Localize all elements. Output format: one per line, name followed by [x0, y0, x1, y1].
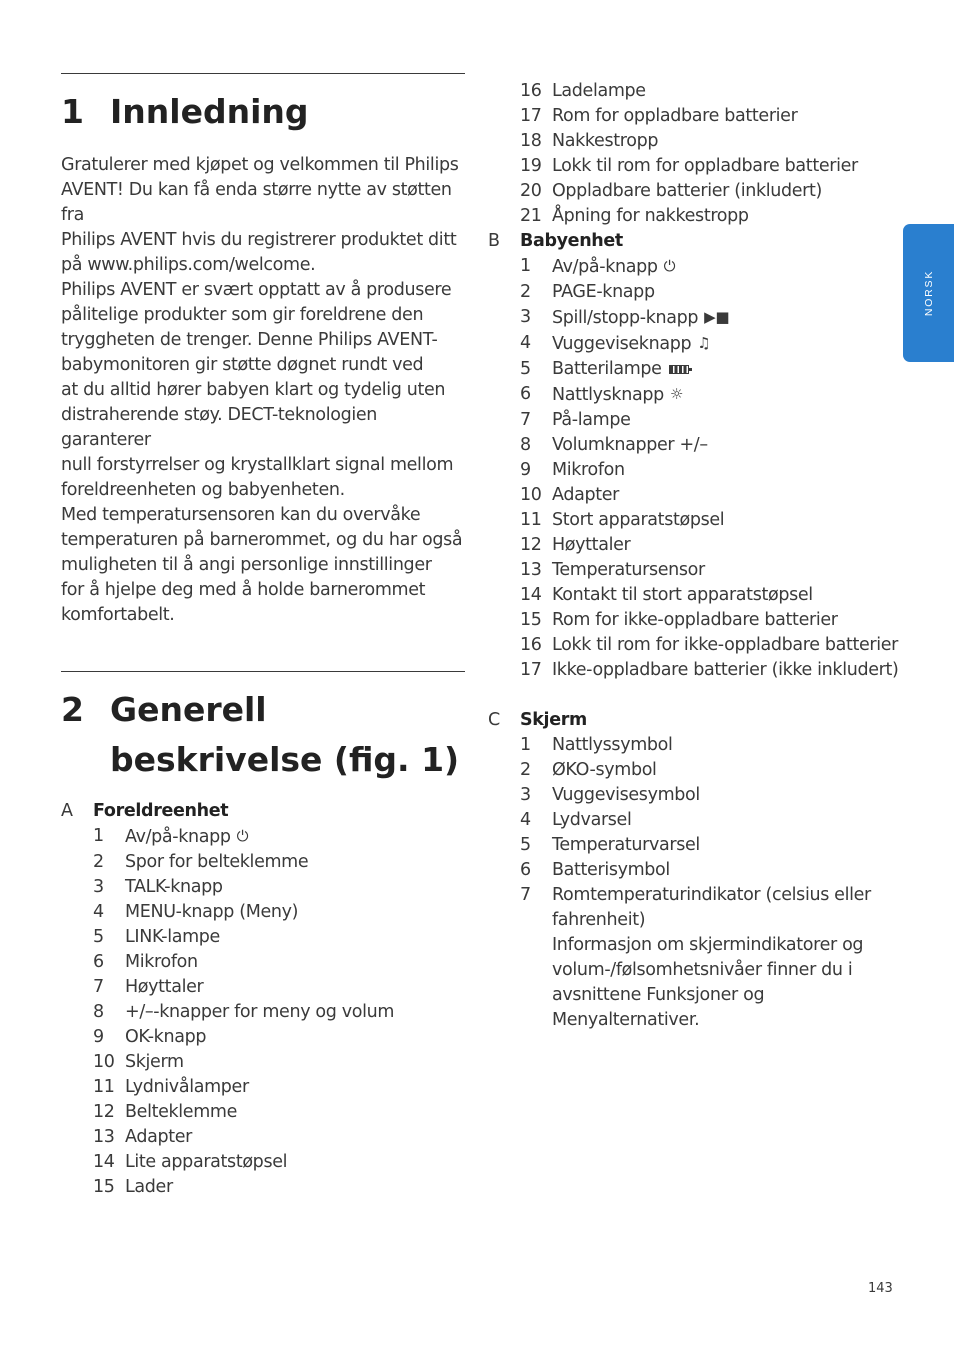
item-text-wrap	[552, 858, 908, 883]
item-number: 13	[93, 1127, 115, 1147]
item-label: Nakkestropp	[552, 131, 659, 151]
group-c	[488, 708, 908, 1033]
item-number: 5	[520, 359, 531, 379]
list-item	[61, 900, 465, 925]
list-item-continuation	[488, 983, 908, 1033]
item-number: 7	[93, 977, 104, 997]
list-item	[488, 583, 908, 608]
list-item	[488, 382, 908, 408]
item-number: 8	[520, 435, 531, 455]
item-text-wrap	[552, 733, 908, 758]
item-text-wrap	[552, 483, 908, 508]
power-icon: ⏻	[663, 257, 676, 275]
paragraph-line: på www.philips.com/welcome.	[61, 255, 316, 275]
list-item	[488, 808, 908, 833]
item-number: 3	[520, 785, 531, 805]
item-text-wrap	[552, 533, 908, 558]
list-item	[61, 1175, 465, 1200]
item-label: Høyttaler	[125, 977, 204, 997]
item-label: Skjerm	[125, 1052, 184, 1072]
item-number: 9	[93, 1027, 104, 1047]
list-item	[488, 305, 908, 331]
item-label: +/–-knapper for meny og volum	[125, 1002, 395, 1022]
list-item	[61, 1150, 465, 1175]
item-text-wrap	[552, 204, 908, 229]
item-label: Romtemperaturindikator (celsius eller	[552, 885, 871, 905]
item-label: Høyttaler	[552, 535, 631, 555]
list-item	[488, 833, 908, 858]
item-text-wrap	[552, 382, 908, 408]
list-item-continuation	[488, 958, 908, 983]
item-number: 4	[520, 333, 531, 353]
power-icon: ⏻	[236, 827, 249, 845]
section-2-rule	[61, 671, 465, 672]
item-label: Batterisymbol	[552, 860, 670, 880]
list-item	[488, 357, 908, 382]
paragraph-line: Philips AVENT er svært opptatt av å produsere	[61, 280, 452, 300]
item-number: 16	[520, 635, 542, 655]
item-text-wrap	[552, 254, 908, 280]
paragraph-line: tryggheten de trenger. Denne Philips AVENT-	[61, 330, 438, 350]
item-label: Belteklemme	[125, 1102, 238, 1122]
item-number: 6	[520, 384, 531, 404]
language-tab-label: NORSK	[922, 269, 935, 317]
item-number: 14	[93, 1152, 115, 1172]
item-text-wrap	[552, 154, 908, 179]
item-label: På-lampe	[552, 410, 631, 430]
item-text-wrap	[125, 1075, 465, 1100]
item-label: Lokk til rom for oppladbare batterier	[552, 156, 858, 176]
list-item	[61, 925, 465, 950]
paragraph-line: komfortabelt.	[61, 605, 175, 625]
item-text-wrap	[552, 331, 908, 357]
item-text-wrap	[552, 79, 908, 104]
play-stop-icon: ▶■	[704, 308, 730, 326]
item-number: 7	[520, 885, 531, 905]
item-number: 4	[93, 902, 104, 922]
item-label: Temperaturvarsel	[552, 835, 700, 855]
language-tab	[903, 224, 954, 362]
item-text-wrap	[552, 357, 908, 382]
item-number: 20	[520, 181, 542, 201]
item-text: Informasjon om skjermindikatorer og	[552, 935, 864, 955]
item-label: Lokk til rom for ikke-oppladbare batterier	[552, 635, 899, 655]
group-b-header	[488, 229, 908, 254]
item-number: 4	[520, 810, 531, 830]
item-label: Lite apparatstøpsel	[125, 1152, 288, 1172]
item-number: 12	[520, 535, 542, 555]
list-item	[488, 408, 908, 433]
item-number-spacer	[488, 983, 552, 1033]
item-label: Nattlyssymbol	[552, 735, 673, 755]
section-2-title-line-2: beskrivelse (fig. 1)	[110, 740, 460, 779]
item-label: Spill/stopp-knapp	[552, 308, 699, 328]
item-text-wrap	[125, 1050, 465, 1075]
item-number: 1	[520, 256, 531, 276]
section-1-title: Innledning	[110, 92, 309, 131]
list-item	[488, 658, 908, 683]
item-label: Vuggeviseknapp	[552, 334, 692, 354]
group-b	[488, 229, 908, 683]
item-text-wrap	[552, 280, 908, 305]
item-label: Ikke-oppladbare batterier (ikke inkludert)	[552, 660, 899, 680]
item-text-wrap	[125, 925, 465, 950]
section-2-heading	[61, 685, 465, 785]
list-item	[61, 1125, 465, 1150]
group-c-header	[488, 708, 908, 733]
list-item-continuation	[488, 933, 908, 958]
item-number: 10	[520, 485, 542, 505]
item-number: 11	[93, 1077, 115, 1097]
item-text-wrap	[125, 1125, 465, 1150]
paragraph-line: Med temperatursensoren kan du overvåke	[61, 505, 421, 525]
item-text-wrap	[552, 129, 908, 154]
list-item	[488, 104, 908, 129]
list-item	[488, 883, 908, 908]
music-note-icon: ♫	[697, 334, 711, 352]
item-label: Kontakt til stort apparatstøpsel	[552, 585, 813, 605]
item-label: Åpning for nakkestropp	[552, 206, 749, 226]
item-number: 11	[520, 510, 542, 530]
item-text-wrap	[125, 1025, 465, 1050]
item-text-wrap	[125, 875, 465, 900]
item-text-wrap	[552, 608, 908, 633]
item-text-wrap	[552, 558, 908, 583]
list-item	[488, 558, 908, 583]
list-item	[488, 608, 908, 633]
paragraph-line: AVENT! Du kan få enda større nytte av støtten fra	[61, 180, 452, 225]
item-text-wrap	[552, 583, 908, 608]
item-text-wrap	[552, 408, 908, 433]
item-label: Lydvarsel	[552, 810, 632, 830]
item-number: 2	[93, 852, 104, 872]
item-label: Rom for oppladbare batterier	[552, 106, 798, 126]
group-c-letter: C	[488, 710, 500, 730]
item-text-wrap	[552, 883, 908, 908]
item-label: Oppladbare batterier (inkludert)	[552, 181, 822, 201]
item-number: 7	[520, 410, 531, 430]
paragraph-line: null forstyrrelser og krystallklart signal mellom	[61, 455, 454, 475]
list-item	[61, 1050, 465, 1075]
item-text-wrap	[552, 104, 908, 129]
paragraph-line: babymonitoren gir støtte døgnet rundt ved	[61, 355, 424, 375]
item-label: Nattlysknapp	[552, 385, 664, 405]
item-number: 16	[520, 81, 542, 101]
item-text-wrap	[125, 850, 465, 875]
item-label: PAGE-knapp	[552, 282, 655, 302]
item-number: 5	[93, 927, 104, 947]
list-item	[488, 280, 908, 305]
item-text-wrap	[125, 1000, 465, 1025]
item-number: 1	[93, 826, 104, 846]
item-number: 1	[520, 735, 531, 755]
group-c-title: Skjerm	[520, 710, 587, 730]
item-label: Volumknapper +/–	[552, 435, 708, 455]
list-item	[488, 129, 908, 154]
list-item	[488, 204, 908, 229]
right-column	[488, 79, 908, 1033]
item-label: Lydnivålamper	[125, 1077, 249, 1097]
item-number-spacer	[488, 933, 552, 958]
list-item	[488, 331, 908, 357]
item-text-wrap	[552, 758, 908, 783]
list-item	[488, 858, 908, 883]
item-text-wrap	[552, 305, 908, 331]
item-label: Stort apparatstøpsel	[552, 510, 725, 530]
item-label: Adapter	[552, 485, 619, 505]
list-item	[488, 508, 908, 533]
item-text-wrap	[125, 950, 465, 975]
item-text-wrap	[552, 658, 908, 683]
item-number: 2	[520, 760, 531, 780]
paragraph-line: Philips AVENT hvis du registrerer produktet ditt	[61, 230, 457, 250]
section-2-number: 2	[61, 690, 84, 729]
list-item	[61, 875, 465, 900]
list-item	[488, 79, 908, 104]
item-text-wrap	[552, 458, 908, 483]
item-text-wrap	[552, 633, 908, 658]
item-number: 10	[93, 1052, 115, 1072]
paragraph-line: muligheten til å angi personlige innstillinger	[61, 555, 432, 575]
item-number: 18	[520, 131, 542, 151]
item-label: Temperatursensor	[552, 560, 705, 580]
item-label: OK-knapp	[125, 1027, 207, 1047]
left-column	[61, 73, 465, 1200]
item-number: 6	[520, 860, 531, 880]
list-item	[488, 179, 908, 204]
group-a-title: Foreldreenhet	[93, 801, 229, 821]
paragraph-line: for å hjelpe deg med å holde barnerommet	[61, 580, 426, 600]
paragraph-line: Gratulerer med kjøpet og velkommen til Philips	[61, 155, 459, 175]
group-a-header	[61, 799, 465, 824]
group-a-letter: A	[61, 801, 73, 821]
list-item	[61, 824, 465, 850]
paragraph-line: distraherende støy. DECT-teknologien garanterer	[61, 405, 378, 450]
item-number: 5	[520, 835, 531, 855]
list-item-continuation	[488, 908, 908, 933]
item-number: 15	[93, 1177, 115, 1197]
item-label: MENU-knapp (Meny)	[125, 902, 299, 922]
item-label: Mikrofon	[125, 952, 198, 972]
list-item	[61, 950, 465, 975]
item-label: Lader	[125, 1177, 173, 1197]
paragraph-line: pålitelige produkter som gir foreldrene den	[61, 305, 424, 325]
item-text: avsnittene Funksjoner og Menyalternativer.	[552, 985, 765, 1030]
item-text-wrap	[552, 433, 908, 458]
list-item	[488, 783, 908, 808]
item-label: Mikrofon	[552, 460, 625, 480]
item-number: 9	[520, 460, 531, 480]
item-text: fahrenheit)	[552, 910, 646, 930]
item-number-spacer	[488, 908, 552, 933]
item-number: 2	[520, 282, 531, 302]
item-label: Av/på-knapp	[552, 257, 658, 277]
item-number: 21	[520, 206, 542, 226]
list-item	[61, 1100, 465, 1125]
group-b-title: Babyenhet	[520, 231, 623, 251]
item-label: TALK-knapp	[125, 877, 223, 897]
item-text: volum-/følsomhetsnivåer finner du i	[552, 960, 853, 980]
item-label: Ladelampe	[552, 81, 646, 101]
section-1-number: 1	[61, 92, 84, 131]
night-light-icon: ☼	[669, 385, 683, 403]
list-item	[488, 483, 908, 508]
section-1-body	[61, 153, 465, 628]
list-item	[488, 758, 908, 783]
item-label: LINK-lampe	[125, 927, 220, 947]
item-text-wrap	[125, 900, 465, 925]
page-number: 143	[868, 1281, 893, 1296]
item-text-wrap	[125, 1175, 465, 1200]
list-item	[61, 975, 465, 1000]
item-label: Adapter	[125, 1127, 192, 1147]
item-number: 15	[520, 610, 542, 630]
item-number: 17	[520, 106, 542, 126]
item-text-wrap	[125, 975, 465, 1000]
list-item	[488, 458, 908, 483]
item-text-wrap	[125, 1100, 465, 1125]
list-item	[488, 254, 908, 280]
item-number: 8	[93, 1002, 104, 1022]
list-item	[488, 533, 908, 558]
item-text-wrap	[125, 824, 465, 850]
item-number: 6	[93, 952, 104, 972]
item-number: 3	[520, 307, 531, 327]
item-number: 12	[93, 1102, 115, 1122]
item-text-wrap	[552, 508, 908, 533]
list-item	[61, 1000, 465, 1025]
item-number: 14	[520, 585, 542, 605]
list-item	[488, 733, 908, 758]
paragraph-line: at du alltid hører babyen klart og tydelig uten	[61, 380, 446, 400]
item-number: 13	[520, 560, 542, 580]
list-item	[61, 850, 465, 875]
list-item	[488, 154, 908, 179]
group-b-letter: B	[488, 231, 500, 251]
section-2-title	[110, 685, 465, 785]
item-label: Spor for belteklemme	[125, 852, 309, 872]
list-item	[488, 433, 908, 458]
section-1-heading	[61, 87, 465, 137]
paragraph-line: temperaturen på barnerommet, og du har også	[61, 530, 463, 550]
item-number: 19	[520, 156, 542, 176]
item-number: 17	[520, 660, 542, 680]
item-label: ØKO-symbol	[552, 760, 657, 780]
section-2-title-line-1: Generell	[110, 690, 267, 729]
item-text-wrap	[552, 179, 908, 204]
section-1-rule	[61, 73, 465, 74]
item-text-wrap	[552, 783, 908, 808]
item-label: Vuggevisesymbol	[552, 785, 700, 805]
paragraph-line: foreldreenheten og babyenheten.	[61, 480, 345, 500]
item-number-spacer	[488, 958, 552, 983]
battery-icon	[669, 365, 689, 374]
list-item	[61, 1075, 465, 1100]
item-label: Rom for ikke-oppladbare batterier	[552, 610, 838, 630]
group-a	[61, 799, 465, 1200]
item-label: Batterilampe	[552, 359, 662, 379]
item-text-wrap	[125, 1150, 465, 1175]
item-label: Av/på-knapp	[125, 827, 231, 847]
item-text-wrap	[552, 833, 908, 858]
item-text-wrap	[552, 808, 908, 833]
item-number: 3	[93, 877, 104, 897]
list-item	[488, 633, 908, 658]
list-item	[61, 1025, 465, 1050]
